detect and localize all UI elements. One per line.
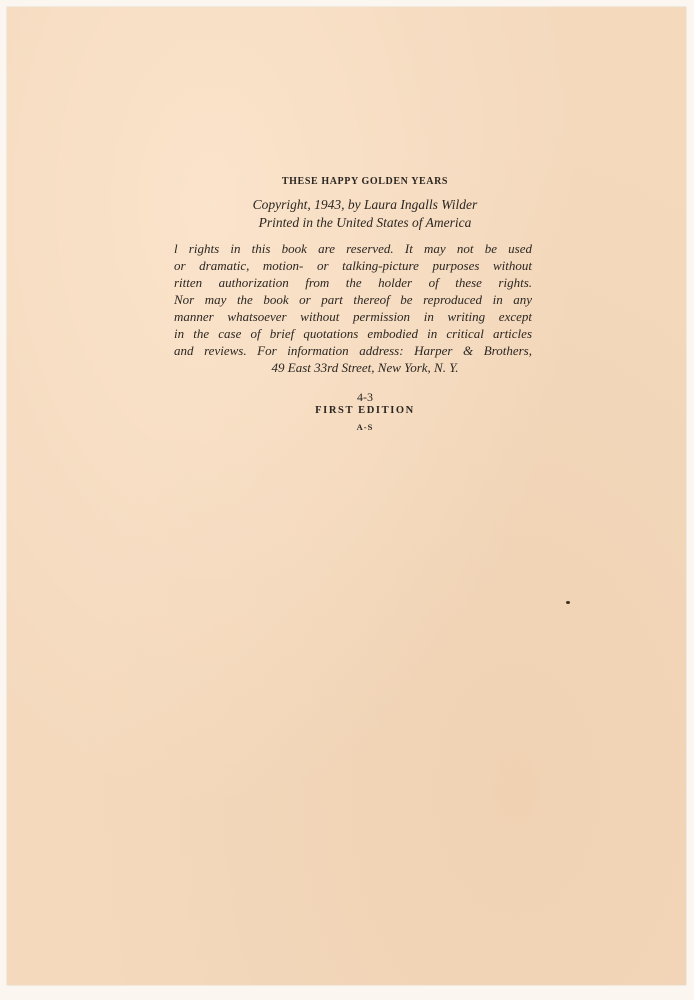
rights-line: Nor may the book or part thereof be reproduced in any (174, 292, 532, 307)
copyright-line: Copyright, 1943, by Laura Ingalls Wilder (252, 197, 478, 212)
book-title: THESE HAPPY GOLDEN YEARS (281, 176, 449, 187)
rights-line: ritten authorization from the holder of these rights. (174, 275, 532, 290)
publisher-address: 49 East 33rd Street, New York, N. Y. (271, 360, 459, 375)
copyright-block (174, 176, 532, 434)
rights-line: l rights in this book are reserved. It may not be used (174, 241, 532, 256)
print-code: A-S (356, 422, 374, 432)
edition-label: FIRST EDITION (315, 405, 415, 416)
rights-line: and reviews. For information address: Harper & Brothers, (174, 343, 532, 358)
edition-block (174, 390, 532, 434)
book-page (7, 7, 686, 985)
rights-line: or dramatic, motion- or talking-picture purposes without (174, 258, 532, 273)
rights-notice (174, 240, 532, 376)
rights-line: in the case of brief quotations embodied in critical articles (174, 326, 532, 341)
rights-line: manner whatsoever without permission in writing except (174, 309, 532, 324)
printed-line: Printed in the United States of America (258, 215, 472, 230)
print-number: 4-3 (357, 390, 373, 404)
ink-speck (566, 601, 570, 604)
